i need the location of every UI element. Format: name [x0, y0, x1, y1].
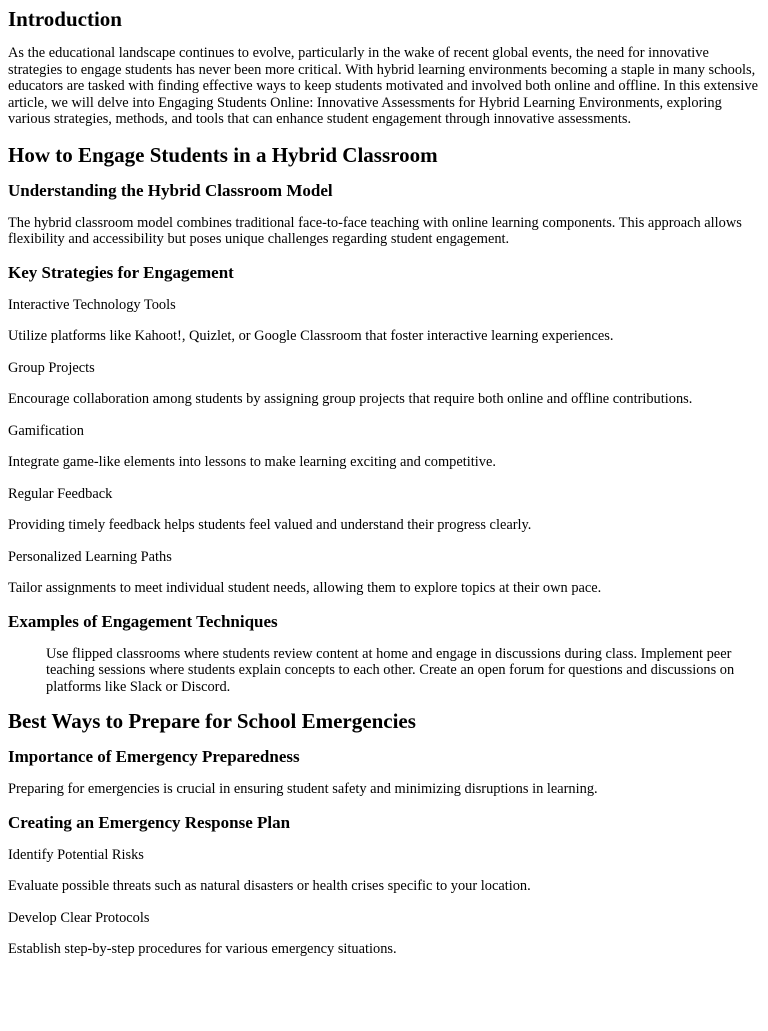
engagement-examples-quote: Use flipped classrooms where students review content at home and engage in discussions during class. Implement peer teaching sessions where students explain concepts to each other. Create an open forum for questions and discussions on platforms like Slack or Discord.: [46, 645, 735, 695]
section-heading-emergencies: Best Ways to Prepare for School Emergencies: [8, 709, 416, 733]
section-heading-hybrid-classroom: How to Engage Students in a Hybrid Classroom: [8, 142, 438, 167]
strategy-text: Tailor assignments to meet individual student needs, allowing them to explore topics at their own pace.: [8, 580, 602, 596]
subheading-engagement-examples: Examples of Engagement Techniques: [8, 611, 278, 631]
plan-step-title: Develop Clear Protocols: [8, 909, 150, 926]
strategy-title: Regular Feedback: [8, 485, 113, 502]
subheading-hybrid-model: Understanding the Hybrid Classroom Model: [8, 180, 333, 200]
plan-step-text: Establish step-by-step procedures for various emergency situations.: [8, 941, 397, 957]
strategy-text: Encourage collaboration among students by assigning group projects that require both online and offline contributions.: [8, 391, 693, 407]
hybrid-model-paragraph: The hybrid classroom model combines traditional face-to-face teaching with online learning components. This approach allows flexibility and accessibility but poses unique challenges regarding student engagement.: [8, 214, 742, 247]
strategy-text: Integrate game-like elements into lessons to make learning exciting and competitive.: [8, 454, 496, 470]
introduction-paragraph: As the educational landscape continues to evolve, particularly in the wake of recent global events, the need for innovative strategies to engage students has never been more critical. With hybrid learning environments becoming a staple in many schools, educators are tasked with finding effective ways to keep students motivated and involved both online and offline. In this extensive article, we will delve into Engaging Students Online: Innovative Assessments for Hybrid Learning Environments, exploring various strategies, methods, and tools that can enhance student engagement through innovative assessments.: [8, 45, 758, 127]
plan-step-text: Evaluate possible threats such as natural disasters or health crises specific to your location.: [8, 878, 531, 894]
section-heading-introduction: Introduction: [8, 7, 122, 31]
strategy-title: Interactive Technology Tools: [8, 296, 176, 313]
subheading-response-plan: Creating an Emergency Response Plan: [8, 812, 291, 832]
strategy-title: Personalized Learning Paths: [8, 548, 172, 565]
strategy-text: Utilize platforms like Kahoot!, Quizlet, or Google Classroom that foster interactive learning experiences.: [8, 328, 614, 344]
article: [0, 7, 768, 958]
subheading-key-strategies: Key Strategies for Engagement: [8, 262, 234, 282]
strategy-title: Group Projects: [8, 359, 95, 376]
strategy-text: Providing timely feedback helps students feel valued and understand their progress clearly.: [8, 517, 532, 533]
strategy-title: Gamification: [8, 422, 84, 439]
emergency-importance-paragraph: Preparing for emergencies is crucial in ensuring student safety and minimizing disruptions in learning.: [8, 781, 598, 797]
subheading-emergency-importance: Importance of Emergency Preparedness: [8, 747, 300, 766]
plan-step-title: Identify Potential Risks: [8, 846, 144, 863]
